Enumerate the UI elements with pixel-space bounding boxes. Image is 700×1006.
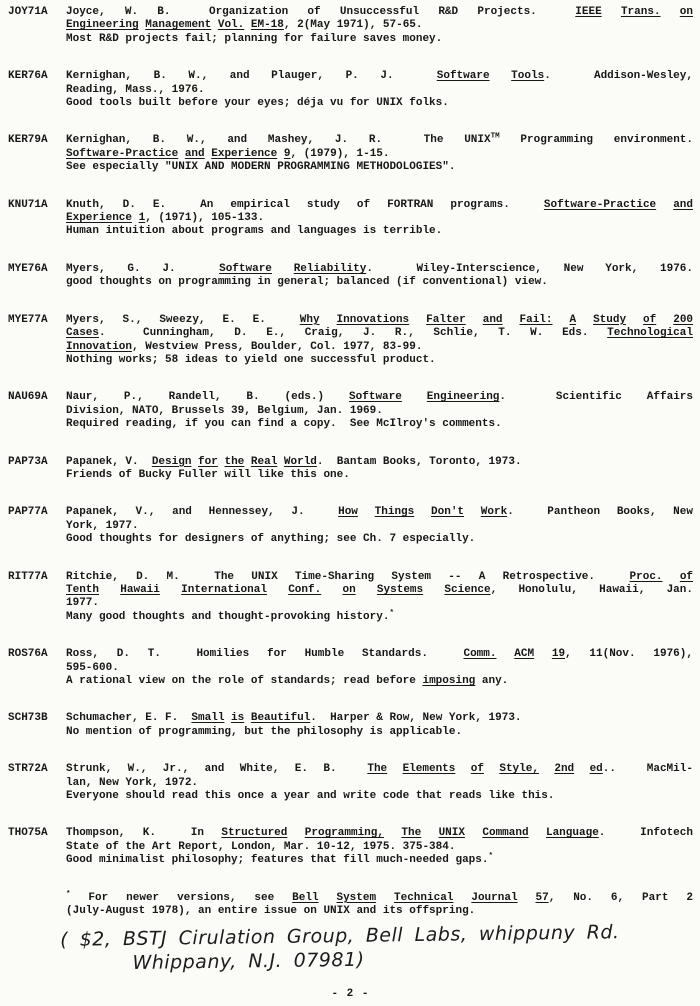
bib-entry	[8, 134, 693, 174]
underlined-title-word: Software	[349, 391, 402, 404]
citation-line: Reading, Mass., 1976.	[66, 83, 205, 96]
underlined-title-word: Beautiful	[250, 712, 311, 725]
comment-line: No mention of programming, but the philosophy is applicable.	[66, 725, 463, 738]
comment-line: Many good thoughts and thought-provoking history.*	[66, 609, 394, 623]
underlined-title-word: World	[283, 455, 317, 468]
underlined-title-word: Software	[436, 70, 490, 83]
entry-id: MYE76A	[8, 262, 48, 275]
underlined-title-word: System	[336, 891, 377, 904]
handwritten-line-1: ( $2, BSTJ Cirulation Group, Bell Labs, whippuny Rd.	[60, 921, 620, 952]
underlined-title-word: and	[184, 147, 205, 160]
footnote	[66, 892, 693, 919]
citation-line: 595-600.	[66, 661, 119, 674]
underlined-title-word: Systems	[376, 583, 424, 596]
entry-body	[66, 391, 693, 431]
underlined-title-word: UNIX	[438, 827, 465, 840]
underlined-title-word: Cases	[66, 327, 100, 340]
entry-id: RIT77A	[8, 570, 48, 583]
underlined-title-word: is	[231, 712, 245, 725]
comment-line: Required reading, if you can find a copy. See McIlroy's comments.	[66, 418, 502, 431]
bib-entry	[8, 456, 693, 483]
entry-id: KER76A	[8, 70, 48, 83]
citation-line: Kernighan, B. W., and Plauger, P. J. Software Tools. Addison-Wesley,	[66, 70, 693, 83]
comment-line: See especially "UNIX AND MODERN PROGRAMMING METHODOLOGIES".	[66, 161, 456, 174]
bib-entry	[8, 263, 693, 290]
underlined-title-word: Hawaii	[120, 583, 160, 596]
underlined-title-word: Proc.	[629, 570, 663, 583]
underlined-title-word: Don't	[431, 506, 465, 519]
underlined-title-word: 57	[535, 891, 549, 904]
comment-line: Most R&D projects fail; planning for failure saves money.	[66, 32, 443, 45]
comment-line: A rational view on the role of standards; read before imposing any.	[66, 675, 509, 687]
underlined-title-word: IEEE	[575, 6, 602, 18]
underlined-title-word: 200	[673, 313, 694, 326]
entry-body	[66, 134, 693, 174]
underlined-title-word: of	[470, 763, 484, 776]
entry-id: STR72A	[8, 763, 48, 776]
underlined-title-word: of	[679, 570, 694, 583]
underlined-title-word: and	[673, 198, 693, 211]
underlined-title-word: International	[181, 583, 267, 596]
citation-line: Division, NATO, Brussels 39, Belgium, Jan. 1969.	[66, 404, 383, 417]
handwritten-line-2: Whippany, N.J. 07981)	[132, 949, 365, 975]
bib-entry	[8, 712, 693, 739]
underlined-title-word: Software-Practice	[543, 198, 657, 211]
bib-entry	[8, 70, 693, 110]
comment-line: good thoughts on programming in general; balanced (if conventional) view.	[66, 276, 548, 289]
citation-line: Schumacher, E. F. Small is Beautiful. Harper & Row, New York, 1973.	[66, 712, 522, 725]
citation-line: Joyce, W. B. Organization of Unsuccessful R&D Projects. IEEE Trans. on	[66, 6, 693, 18]
citation-line: Knuth, D. E. An empirical study of FORTRAN programs. Software-Practice and	[66, 198, 693, 211]
underlined-title-word: Style,	[499, 763, 539, 776]
superscript-mark: *	[488, 852, 493, 861]
entry-id: KNU71A	[8, 198, 48, 211]
citation-line: lan, New York, 1972.	[66, 776, 199, 789]
footnote-line: * For newer versions, see Bell System Technical Journal 57, No. 6, Part 2	[66, 890, 693, 904]
citation-line: Tenth Hawaii International Conf. on Systems Science, Honolulu, Hawaii, Jan.	[66, 583, 693, 596]
comment-line: Human intuition about programs and languages is terrible.	[66, 225, 443, 238]
bib-entry	[8, 648, 693, 688]
comment-line: Nothing works; 58 ideas to yield one successful product.	[66, 353, 436, 366]
entry-id: NAU69A	[8, 391, 48, 404]
underlined-title-word: 19	[551, 648, 566, 661]
entry-body	[66, 456, 693, 483]
underlined-title-word: Things	[374, 506, 415, 519]
underlined-title-word: Software-Practice	[66, 147, 179, 160]
citation-line: Thompson, K. In Structured Programming, The UNIX Command Language. Infotech	[66, 827, 693, 840]
underlined-title-word: Management	[145, 19, 212, 32]
entry-body	[66, 199, 693, 239]
underlined-title-word: Experience	[66, 212, 133, 225]
entry-body	[66, 314, 693, 368]
entry-id: JOY71A	[8, 6, 48, 18]
underlined-title-word: Elements	[402, 763, 456, 776]
citation-line: State of the Art Report, London, Mar. 10-12, 1975. 375-384.	[66, 840, 456, 853]
entry-id: SCH73B	[8, 712, 48, 725]
underlined-title-word: imposing	[422, 675, 476, 687]
citation-line: Strunk, W., Jr., and White, E. B. The Elements of Style, 2nd ed.. MacMil-	[66, 763, 693, 776]
underlined-title-word: ACM	[514, 648, 535, 661]
page-number: - 2 -	[331, 988, 370, 1001]
underlined-title-word: How	[338, 506, 358, 519]
underlined-title-word: of	[643, 313, 657, 326]
bib-entry	[8, 199, 693, 239]
underlined-title-word: 9	[283, 147, 291, 160]
citation-line: Papanek, V. Design for the Real World. Bantam Books, Toronto, 1973.	[66, 455, 522, 468]
entry-id: KER79A	[8, 134, 48, 147]
comment-line: Friends of Bucky Fuller will like this one.	[66, 468, 350, 481]
comment-line: Good minimalist philosophy; features that fill much-needed gaps.*	[66, 852, 493, 867]
entry-id: THO75A	[8, 827, 48, 840]
underlined-title-word: Bell	[292, 891, 319, 904]
underlined-title-word: The	[367, 763, 388, 776]
underlined-title-word: Journal	[471, 891, 518, 904]
citation-line: Experience 1, (1971), 105-133.	[66, 212, 265, 225]
citation-line: Ross, D. T. Homilies for Humble Standards. Comm. ACM 19, 11(Nov. 1976),	[66, 648, 693, 661]
entry-body	[66, 827, 693, 867]
underlined-title-word: Experience	[211, 147, 278, 160]
bibliography	[8, 6, 693, 868]
superscript-mark: *	[66, 890, 71, 898]
entry-body	[66, 763, 693, 803]
citation-line: Software-Practice and Experience 9, (1979), 1-15.	[66, 147, 390, 160]
citation-line: 1977.	[66, 597, 100, 610]
handwritten-note	[60, 920, 694, 977]
entry-id: ROS76A	[8, 648, 48, 661]
underlined-title-word: Conf.	[288, 583, 322, 596]
underlined-title-word: Comm.	[463, 648, 497, 661]
underlined-title-word: Why	[299, 313, 320, 326]
bib-entry	[8, 571, 693, 625]
underlined-title-word: Innovation	[66, 340, 133, 353]
bib-entry	[8, 827, 693, 867]
entry-id: MYE77A	[8, 313, 48, 326]
underlined-title-word: and	[482, 313, 503, 326]
comment-line: Everyone should read this once a year and write code that reads like this.	[66, 790, 555, 803]
underlined-title-word: Trans.	[620, 6, 661, 18]
entry-body	[66, 263, 693, 290]
underlined-title-word: on	[679, 6, 693, 18]
underlined-title-word: Tools	[511, 70, 545, 83]
underlined-title-word: Real	[250, 455, 278, 468]
bib-entry	[8, 6, 693, 46]
bib-entry	[8, 314, 693, 368]
bib-entry	[8, 763, 693, 803]
underlined-title-word: ed	[589, 763, 603, 776]
underlined-title-word: Technical	[394, 891, 454, 904]
entry-body	[66, 712, 693, 739]
citation-line: Innovation, Westview Press, Boulder, Col. 1977, 83-99.	[66, 340, 423, 353]
citation-line: Ritchie, D. M. The UNIX Time-Sharing System -- A Retrospective. Proc. of	[66, 570, 694, 583]
superscript-mark: TM	[490, 132, 500, 141]
entry-body	[66, 571, 693, 625]
citation-line: Myers, S., Sweezy, E. E. Why Innovations Falter and Fail: A Study of 200	[66, 313, 694, 326]
underlined-title-word: Falter	[426, 313, 466, 326]
underlined-title-word: the	[224, 455, 245, 468]
comment-line: Good tools built before your eyes; déja vu for UNIX folks.	[66, 97, 449, 110]
underlined-title-word: A	[569, 313, 577, 326]
underlined-title-word: Tenth	[66, 583, 100, 596]
underlined-title-word: The	[401, 827, 422, 840]
entry-id: PAP77A	[8, 506, 48, 519]
underlined-title-word: Design	[151, 455, 192, 468]
comment-line: Good thoughts for designers of anything; see Ch. 7 especially.	[66, 533, 476, 546]
underlined-title-word: for	[198, 455, 218, 468]
entry-body	[66, 70, 693, 110]
citation-line: Papanek, V., and Hennessey, J. How Things Don't Work. Pantheon Books, New	[66, 506, 693, 519]
citation-line: Engineering Management Vol. EM-18, 2(May 1971), 57-65.	[66, 19, 423, 32]
entry-body	[66, 648, 693, 688]
citation-line: Myers, G. J. Software Reliability. Wiley-Interscience, New York, 1976.	[66, 262, 693, 275]
underlined-title-word: Fail:	[519, 313, 553, 326]
underlined-title-word: Reliability	[293, 262, 367, 275]
underlined-title-word: Study	[593, 313, 627, 326]
entry-id: PAP73A	[8, 455, 48, 468]
underlined-title-word: Programming,	[304, 827, 384, 840]
citation-line: Cases. Cunningham, D. E., Craig, J. R., Schlie, T. W. Eds. Technological	[66, 327, 693, 340]
underlined-title-word: Structured	[221, 827, 288, 840]
underlined-title-word: Engineering	[66, 19, 139, 32]
underlined-title-word: Engineering	[426, 391, 500, 404]
underlined-title-word: Innovations	[336, 313, 410, 326]
underlined-title-word: Technological	[607, 327, 693, 340]
citation-line: York, 1977.	[66, 519, 139, 532]
underlined-title-word: Small	[191, 712, 225, 725]
superscript-mark: *	[389, 609, 394, 618]
bib-entry	[8, 391, 693, 431]
bib-entry	[8, 506, 693, 546]
underlined-title-word: Science	[444, 583, 491, 596]
underlined-title-word: Software	[219, 262, 272, 275]
underlined-title-word: Work	[480, 506, 508, 519]
underlined-title-word: EM-18	[250, 19, 284, 32]
underlined-title-word: Command	[482, 827, 529, 840]
underlined-title-word: on	[342, 583, 356, 596]
underlined-title-word: 1	[138, 212, 146, 225]
citation-line: Naur, P., Randell, B. (eds.) Software Engineering. Scientific Affairs	[66, 391, 694, 404]
entry-body	[66, 6, 693, 46]
footnote-line: (July-August 1978), an entire issue on UNIX and its offspring.	[66, 905, 476, 918]
entry-body	[66, 506, 693, 546]
underlined-title-word: Vol.	[217, 19, 245, 32]
underlined-title-word: 2nd	[554, 763, 575, 776]
underlined-title-word: Language	[545, 827, 599, 840]
citation-line: Kernighan, B. W., and Mashey, J. R. The UNIX™ Programming environment.	[66, 132, 693, 147]
